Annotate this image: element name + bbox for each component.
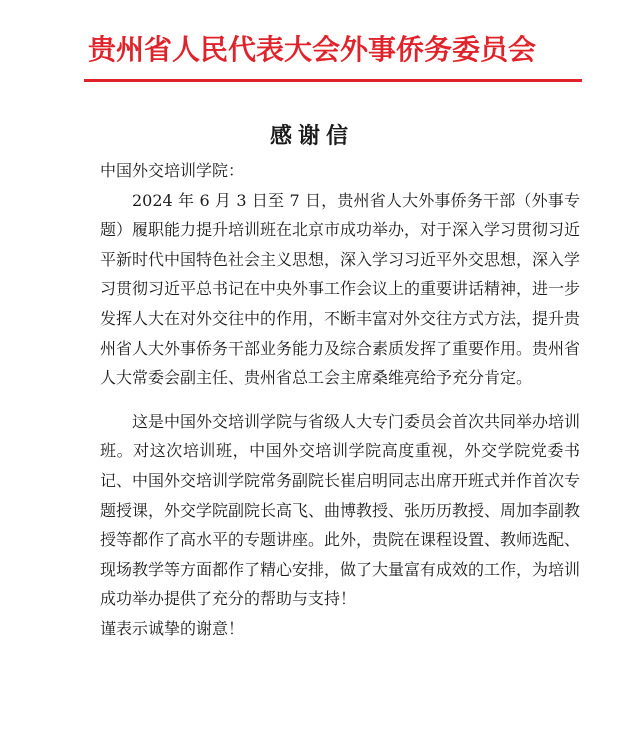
letter-salutation: 中国外交培训学院： <box>100 161 245 180</box>
letter-paragraph-2: 这是中国外交培训学院与省级人大专门委员会首次共同举办培训班。对这次培训班，中国外交培训学院高度重视，外交学院党委书记、中国外交培训学院常务副院长崔启明同志出席开班式并作首次专题授课，外交学院副院长高飞、曲博教授、张历历教授、周加李副教授等都作了高水平的专题讲座。此外，贵院在课程设置、教师选配、现场教学等方面都作了精心安排，做了大量富有成效的工作，为培训成功举办提供了充分的帮助与支持！ <box>100 411 581 609</box>
letterhead-red-rule <box>84 79 582 82</box>
letter-closing: 谨表示诚挚的谢意！ <box>100 618 245 638</box>
letter-body <box>100 156 580 644</box>
letter-paragraph-1: 2024 年 6 月 3 日至 7 日，贵州省人大外事侨务干部（外事专题）履职能力提升培训班在北京市成功举办，对于深入学习贯彻习近平新时代中国特色社会主义思想，深入学习习近平外交思想，深入学习贯彻习近平总书记在中央外事工作会议上的重要讲话精神，进一步发挥人大在对外交往中的作用，不断丰富对外交往方式方法，提升贵州省人大外事侨务干部业务能力及综合素质发挥了重要作用。贵州省人大常委会副主任、贵州省总工会主席桑维亮给予充分肯定。 <box>100 190 581 388</box>
letter-title: 感谢信 <box>269 123 354 149</box>
letterhead-org-name: 贵州省人民代表大会外事侨务委员会 <box>87 33 536 66</box>
